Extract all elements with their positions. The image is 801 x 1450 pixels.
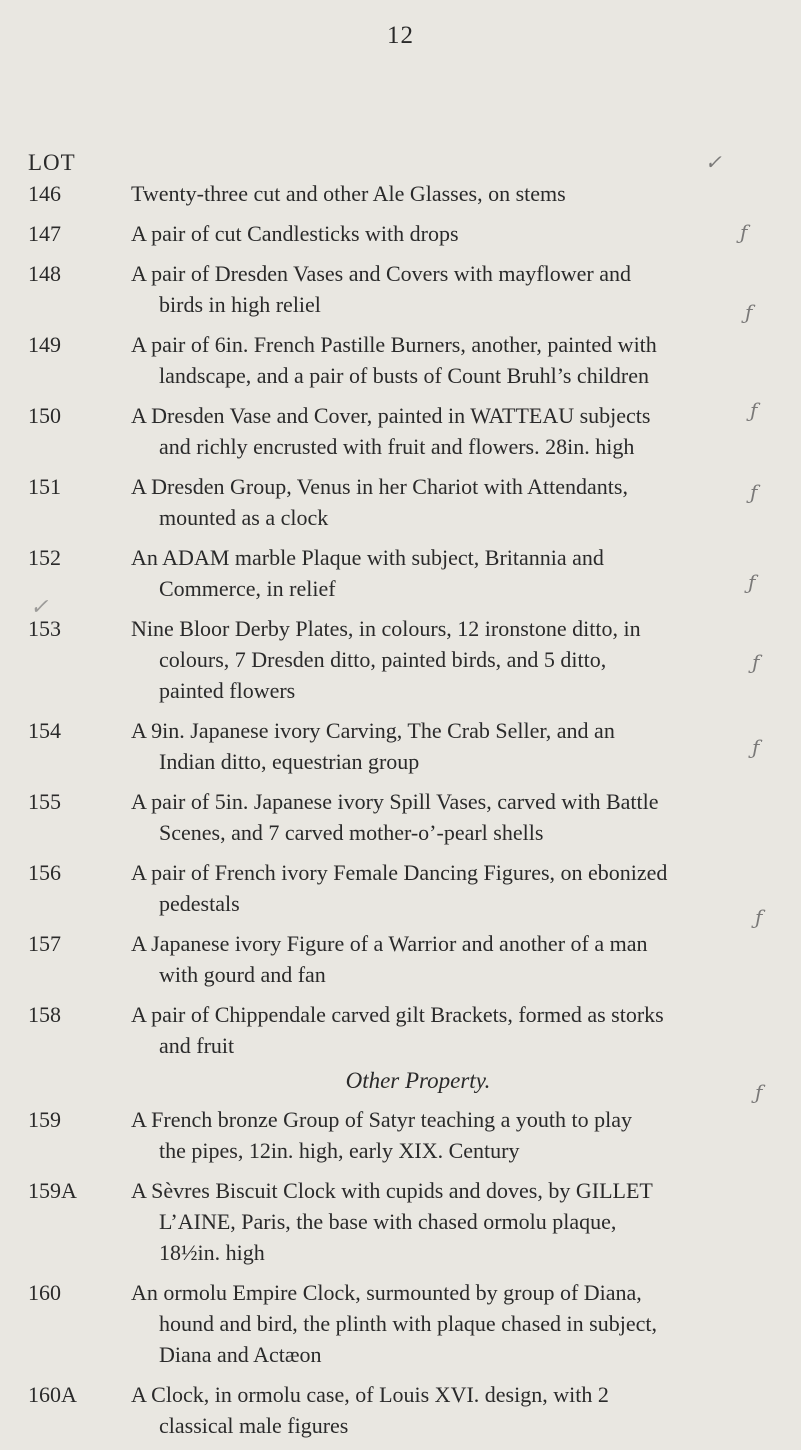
lot-description [28,1379,768,1441]
lot-entry [28,400,768,462]
lot-entry [28,1104,768,1166]
lot-description [28,786,768,848]
lot-description-line: A pair of Dresden Vases and Covers with mayflower and [131,261,631,286]
lot-description [28,1175,768,1268]
lot-description [28,715,768,777]
lot-description-line: A French bronze Group of Satyr teaching a youth to play [131,1107,632,1132]
lot-description-line: Diana and Actæon [159,1342,322,1367]
lot-description [28,218,768,249]
lot-description [28,857,768,919]
lot-entry [28,1175,768,1268]
lot-number: 148 [28,261,61,286]
lot-number: 160A [28,1382,77,1407]
lot-entry [28,715,768,777]
handwritten-annotation: ƒ [750,398,758,422]
handwritten-annotation: ƒ [755,1080,763,1104]
lot-number: 154 [28,718,61,743]
lot-description-line: classical male figures [159,1413,349,1438]
lot-entry [28,613,768,706]
lot-entry [28,786,768,848]
lot-description-line: A pair of French ivory Female Dancing Figures, on ebonized [131,860,668,885]
lot-entry [28,329,768,391]
lot-description [28,613,768,706]
lot-description [28,999,768,1061]
lot-description-line: landscape, and a pair of busts of Count Bruhl’s children [159,363,650,388]
lot-description-line: painted flowers [159,678,296,703]
handwritten-annotation: ƒ [752,650,760,674]
lot-entry [28,999,768,1061]
lot-description [28,400,768,462]
lot-entry [28,1379,768,1441]
lot-description [28,471,768,533]
lot-description-line: A pair of 6in. French Pastille Burners, another, painted with [131,332,657,357]
lot-number: 149 [28,332,61,357]
section-heading: Other Property. [345,1068,491,1093]
lot-number: 146 [28,181,61,206]
lot-description-line: pedestals [159,891,240,916]
lot-number: 160 [28,1280,61,1305]
lot-description-line: and fruit [159,1033,235,1058]
lot-description-line: 18½in. high [159,1240,265,1265]
lot-description-line: L’AINE, Paris, the base with chased ormolu plaque, [159,1209,617,1234]
lot-entry [28,857,768,919]
lot-number: 156 [28,860,61,885]
lot-entry [28,218,768,249]
handwritten-annotation: ✓ [705,150,722,174]
lot-description-line: and richly encrusted with fruit and flowers. 28in. high [159,434,635,459]
handwritten-annotation: ƒ [750,480,758,504]
lot-number: 147 [28,221,61,246]
lot-number: 152 [28,545,61,570]
lot-description-line: A Japanese ivory Figure of a Warrior and another of a man [131,931,648,956]
lot-entry [28,928,768,990]
lot-description-line: hound and bird, the plinth with plaque chased in subject, [159,1311,657,1336]
lot-description-line: An ormolu Empire Clock, surmounted by group of Diana, [131,1280,642,1305]
lot-description-line: mounted as a clock [159,505,329,530]
lot-description-line: A Dresden Group, Venus in her Chariot with Attendants, [131,474,628,499]
lot-description [28,178,768,209]
lot-description-line: Nine Bloor Derby Plates, in colours, 12 ironstone ditto, in [131,616,641,641]
lot-description-line: Indian ditto, equestrian group [159,749,420,774]
lot-entry [28,542,768,604]
lot-number: 159A [28,1178,77,1203]
lot-description-line: A pair of Chippendale carved gilt Brackets, formed as storks [131,1002,664,1027]
lot-entry [28,178,768,209]
lot-description-line: A pair of cut Candlesticks with drops [131,221,459,246]
lot-number: 157 [28,931,61,956]
lot-description-line: An ADAM marble Plaque with subject, Britannia and [131,545,604,570]
lot-number: 155 [28,789,61,814]
lot-column-header: LOT [28,150,76,175]
handwritten-margin-tick: ✓ [30,595,49,620]
lot-description-line: Twenty-three cut and other Ale Glasses, on stems [131,181,566,206]
lot-description [28,1104,768,1166]
lot-description-line: Commerce, in relief [159,576,336,601]
lot-number: 151 [28,474,61,499]
handwritten-annotation: ƒ [755,905,763,929]
lot-entry [28,1277,768,1370]
lot-description [28,542,768,604]
lot-description-line: Scenes, and 7 carved mother-o’-pearl shells [159,820,544,845]
lot-number: 159 [28,1107,61,1132]
lot-description [28,329,768,391]
lot-description-line: with gourd and fan [159,962,326,987]
lot-number: 150 [28,403,61,428]
handwritten-annotation: ƒ [740,220,748,244]
lot-description [28,928,768,990]
lot-description-line: birds in high reliel [159,292,321,317]
lot-description-line: colours, 7 Dresden ditto, painted birds, and 5 ditto, [159,647,607,672]
handwritten-annotation: ƒ [752,735,760,759]
lot-entry [28,258,768,320]
page-number: 12 [387,22,414,49]
lot-list [28,178,768,1450]
lot-description [28,258,768,320]
lot-number: 158 [28,1002,61,1027]
lot-description [28,1277,768,1370]
lot-description-line: A Sèvres Biscuit Clock with cupids and doves, by GILLET [131,1178,653,1203]
lot-description-line: the pipes, 12in. high, early XIX. Century [159,1138,520,1163]
handwritten-annotation: ƒ [745,300,753,324]
lot-description-line: A 9in. Japanese ivory Carving, The Crab Seller, and an [131,718,615,743]
lot-number: 153 [28,616,61,641]
lot-description-line: A Clock, in ormolu case, of Louis XVI. design, with 2 [131,1382,609,1407]
handwritten-annotation: ƒ [748,570,756,594]
lot-description-line: A pair of 5in. Japanese ivory Spill Vases, carved with Battle [131,789,659,814]
lot-entry [28,471,768,533]
lot-description-line: A Dresden Vase and Cover, painted in WATTEAU subjects [131,403,651,428]
